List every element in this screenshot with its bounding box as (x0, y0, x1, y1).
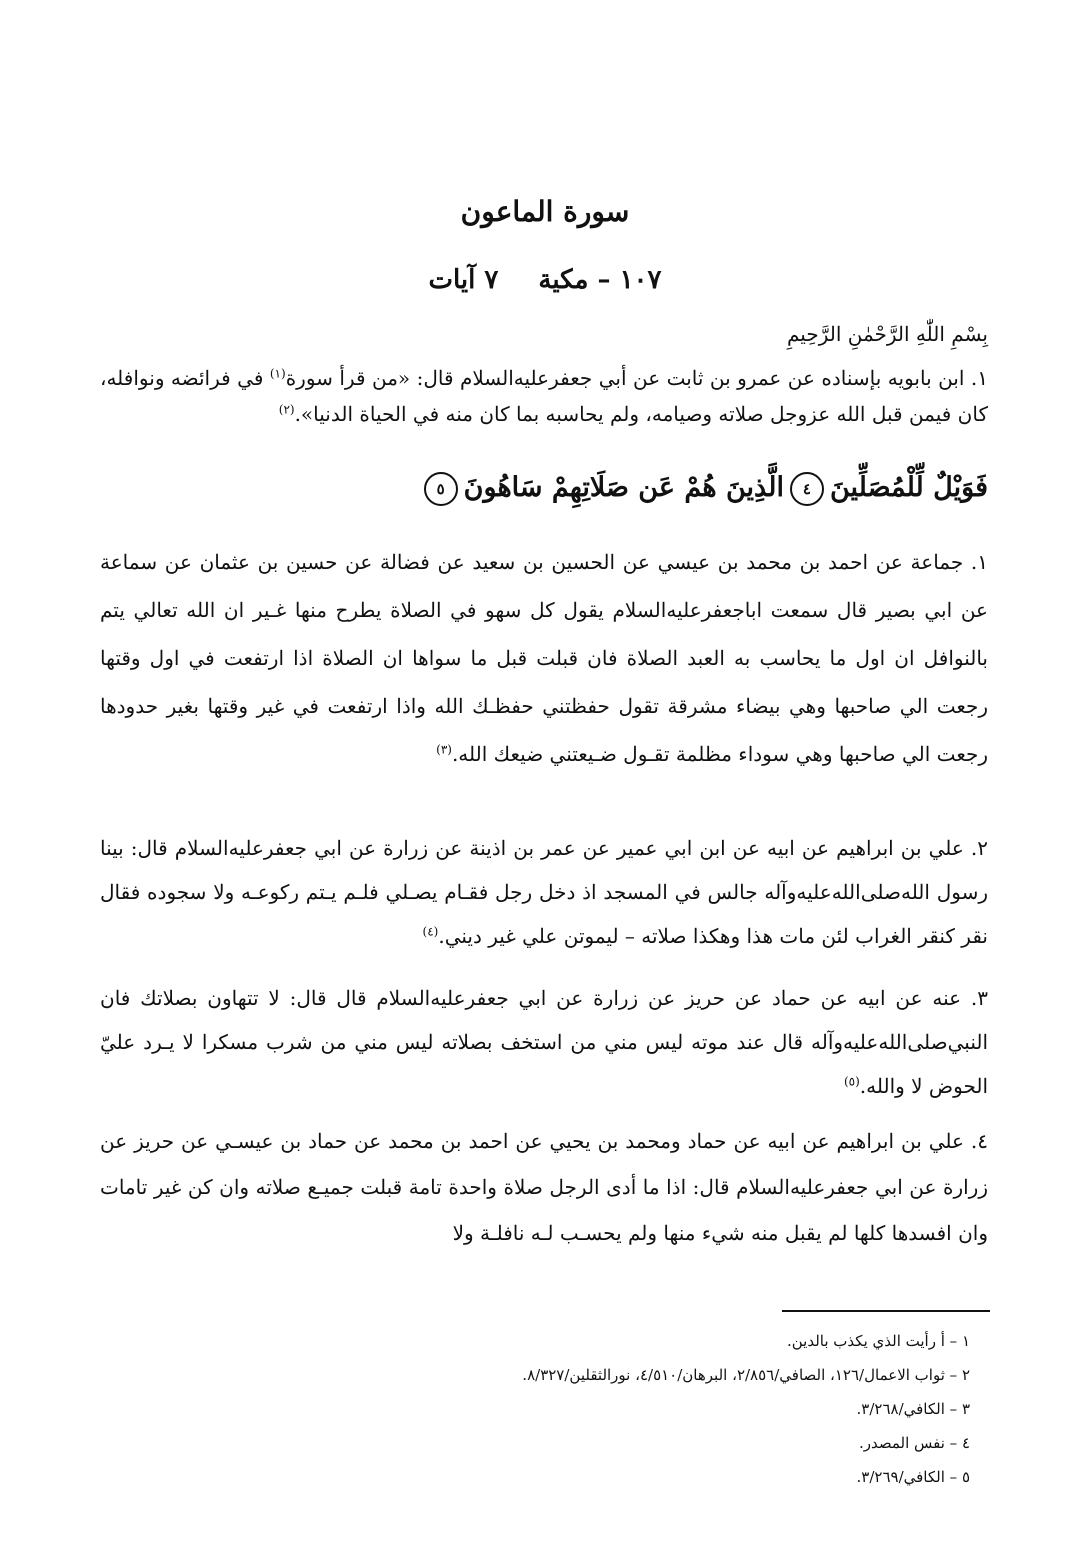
surah-verse-count: ٧ آيات (428, 265, 499, 295)
basmala: بِسْمِ اللّٰهِ الرَّحْمٰنِ الرَّحِيمِ (786, 322, 988, 346)
verse-part-1: فَوَيْلٌ لِّلْمُصَلِّينَ (829, 472, 988, 503)
tafsir-paragraph-4 (100, 1118, 988, 1256)
footnote-item: ٥ – الكافي/٣/٢٦٩. (856, 1468, 970, 1486)
tafsir-paragraph-2 (100, 826, 988, 958)
quran-verse (100, 460, 988, 516)
footnotes (110, 1324, 970, 1494)
surah-subtitle (0, 258, 1090, 302)
verse-number-marker: ٤ (790, 472, 824, 506)
footnote-item: ٤ – نفس المصدر. (858, 1434, 970, 1452)
verse-part-2: الَّذِينَ هُمْ عَن صَلَاتِهِمْ سَاهُونَ (463, 472, 784, 503)
tafsir-paragraph-1 (100, 538, 988, 778)
footnote-marker: (١) (269, 366, 286, 381)
narration-text: ١. ابن بابويه بإسناده عن عمرو بن ثابت عن أبي جعفر‌عليه‌السلام قال: «من قرأ سورة (285, 366, 988, 390)
surah-number-type: ١٠٧ – مكية (538, 265, 662, 295)
footnote-marker: (٤) (422, 924, 439, 939)
footnote-divider (782, 1310, 990, 1312)
narration-text-cont: في فرائضه ونوافله، كان فيمن قبل الله عزوجل صلاته وصيامه، ولم يحاسبه بما كان منه في الحياة الدنيا». (100, 366, 988, 426)
footnote-item: ٣ – الكافي/٣/٢٦٨. (856, 1400, 970, 1418)
tafsir-text: ٢. علي بن ابراهيم عن ابيه عن ابن ابي عمير عن عمر بن اذينة عن زرارة عن ابي جعفر‌عليه‌السلام قال: بينا رسول الله‌صلى‌الله‌عليه‌وآله جالس في المسجد اذ دخل رجل فقـام يصـلي فلـم يـتم ركوعـه ولا سجوده فقال نقر كنقر الغراب لئن مات هذا وهكذا صلاته – ليموتن علي غير ديني. (100, 836, 988, 948)
footnote-item: ١ – أ رأيت الذي يكذب بالدين. (786, 1332, 970, 1350)
footnote-marker: (٥) (843, 1074, 860, 1089)
footnote-item: ٢ – ثواب الاعمال/١٢٦، الصافي/٢/٨٥٦، البرهان/٤/٥١٠، نورالثقلين/٨/٣٢٧. (522, 1366, 970, 1384)
footnote-marker: (٢) (278, 402, 295, 417)
tafsir-text: ٣. عنه عن ابيه عن حماد عن حريز عن زرارة عن ابي جعفر‌عليه‌السلام قال قال: لا تتهاون بصلاتك فان النبي‌صلى‌الله‌عليه‌وآله قال عند موته ليس مني من استخف بصلاته ليس مني من شرب مسكرا لا يـرد عليّ الحوض لا والله. (100, 986, 988, 1098)
surah-title: سورة الماعون (460, 195, 630, 228)
tafsir-text: ٤. علي بن ابراهيم عن ابيه عن حماد ومحمد بن يحيي عن احمد بن محمد عن حماد بن عيسـي عن حريز عن زرارة عن ابي جعفر‌عليه‌السلام قال: اذا ما أدى الرجل صلاة واحدة تامة قبلت جميـع صلاته وان كن غير تامات وان افسدها كلها لم يقبل منه شيء منها ولم يحسـب لـه نافلـة ولا (100, 1129, 988, 1245)
narration-paragraph-1 (100, 360, 988, 432)
footnote-marker: (٣) (436, 742, 452, 757)
verse-number-marker: ٥ (424, 472, 458, 506)
tafsir-paragraph-3 (100, 976, 988, 1108)
tafsir-text: ١. جماعة عن احمد بن محمد بن عيسي عن الحسين بن سعيد عن فضالة عن حسين بن عثمان عن سماعة عن ابي بصير قال سمعت اباجعفر‌عليه‌السلام يقول كل سهو في الصلاة يطرح منها غـير ان الله تعالي يتم بالنوافل ان اول ما يحاسب به العبد الصلاة فان قبلت قبل ما سواها ان الصلاة اذا ارتفعت في اول وقتها رجعت الي صاحبها وهي بيضاء مشرقة تقول حفظتني حفظـك الله واذا ارتفعت في غير وقتها بغير حدودها رجعت الي صاحبها وهي سوداء مظلمة تقـول ضـيعتني ضيعك الله. (100, 550, 989, 766)
